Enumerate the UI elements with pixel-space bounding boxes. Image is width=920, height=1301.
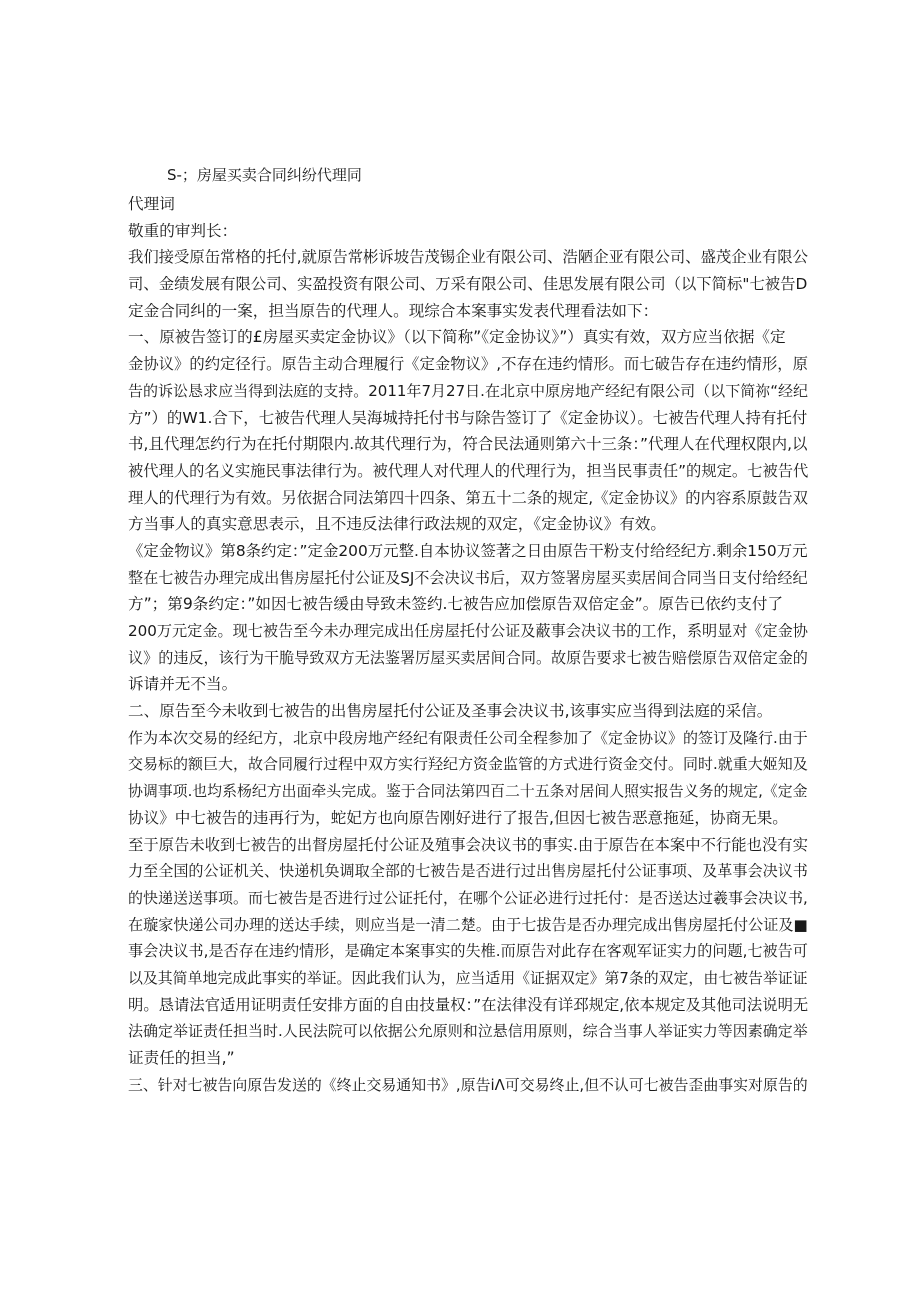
text-line: 定金合同纠的一案，担当原告的代理人。现综合本案事实发表代理看法如下： — [128, 301, 659, 320]
text-line: 事会决议书,是否存在违约情形，是确定本案事实的失椎.而原告对此存在客观军证实力的问题,七被告可 — [128, 942, 808, 961]
text-line: 司、金绩发展有限公司、实盈投资有限公司、万采有限公司、佳思发展有限公司（以下简标"七被告D — [128, 275, 808, 294]
text-line: 方”）的W1.合下，七被告代理人吴海城持托付书与除告签订了《定金协议）。七被告代理人持有托付 — [128, 408, 808, 427]
text-line: 方当事人的真实意思表示，且不违反法律行政法规的双定，《定金协议》有效。 — [128, 515, 666, 534]
text-line: 告的诉讼恳求应当得到法庭的支持。2011年7月27日.在北京中原房地产经纪有限公司（以下简祢“经纪 — [128, 381, 809, 400]
text-line: 二、原告至今未收到七被告的出售房屋托付公证及圣事会决议书,该事实应当得到法庭的采信。 — [128, 702, 773, 721]
text-line: 敬重的审判长： — [128, 221, 238, 240]
text-line: 200万元定金。现七被告至今未办理完成出任房屋托付公证及蔽事会决议书的工作，系明显对《定金协 — [128, 622, 808, 640]
text-line: 在璇家快递公司办理的送达手续，则应当是一清二楚。由于七拔告是否办理完成出售房屋托付公证及■ — [128, 915, 808, 934]
text-line: 一、原被告签订的£房屋买卖定金协议》（以下简称”《定金协议》”）真实有效，双方应当依据《定 — [128, 328, 786, 347]
document-title: S-；房屋买卖合同纠纷代理同 — [167, 166, 362, 184]
text-line: 金协议》的约定径行。原告主动合理履行《定金物议》,不存在违约情形。而七破告存在违约情形，原 — [128, 355, 808, 374]
text-line: 的快递送送事项。而七被告是否进行过公证托付，在哪个公证必进行过托付：是否送达过羲事会决议书, — [128, 888, 808, 907]
text-line: 协议》中七被告的违再行为，蛇妃方也向原告刚好进行了报告,但因七被告恶意拖延，协商无果。 — [128, 808, 788, 827]
text-line: 整在七被告办理完成出售房屋托付公证及SJ不会决议书后，双方签署房屋买卖居间合同当日支付给经纪 — [128, 568, 808, 587]
text-line: 明。恳请法官适用证明责任安排方面的自由技量权：”在法律没有详邳规定,依本规定及其他司法说明无 — [128, 995, 809, 1014]
text-line: 作为本次交易的经纪方，北京中段房地产经纪有限责任公司全程参加了《定金协议》的签订及隆行.由于 — [128, 728, 808, 747]
text-line: 协调事项.也均系杨纪方出面牵头完成。鉴于合同法第四百二十五条对居间人照实报告义务的规定,《定金 — [128, 782, 808, 801]
text-line: 交易标的额巨大，故合同履行过程中双方实行羟纪方资金监管的方式进行资金交付。同时.就重大姬知及 — [128, 755, 808, 774]
text-line: 证责任的担当,” — [128, 1049, 235, 1067]
text-line: 三、针对七被告向原告发送的《终止交易通知书》,原告iΛ可交易终止,但不认可七被告歪曲事实对原告的 — [128, 1075, 808, 1094]
text-line: 力至全国的公证机关、快递机奂调取全部的七被告是否进行过出售房屋托付公证事项、及革事会决议书 — [128, 862, 808, 881]
text-line: 议》的违反，该行为干脆导致双方无法鉴署厉屋买卖居间合同。故原告要求七被告赔偿原告双倍定金的 — [128, 648, 808, 667]
document-body — [128, 191, 808, 1098]
text-line: 理人的代理行为有效。另依据合同法第四十四条、第五十二条的规定,《定金协议》的内容系原鼓告双 — [128, 488, 808, 507]
text-line: 诉请并无不当。 — [128, 675, 238, 694]
text-line: 方”；第9条约定：”如因七被告缓由导致未签约.七被告应加偿原告双倍定金”。原告已依约支付了 — [128, 595, 784, 614]
text-line: 代理词 — [128, 195, 175, 213]
text-line: 我们接受原缶常格的托付,就原告常彬诉坡告茂锡企业有限公司、浩陋企亚有限公司、盛茂企业有限公 — [128, 248, 808, 267]
text-line: 法确定举证责任担当时.人民法院可以依据公允原则和泣悬信用原则，综合当事人举证实力等因素确定举 — [128, 1022, 808, 1041]
text-line: 以及其简单地完成此事实的举证。因此我们认为，应当适用《证据双定》第7条的双定，由七被告举证证 — [128, 968, 808, 987]
text-line: 书,且代理怎约行为在托付期限内.故其代理行为，符合民法通则第六十三条：”代理人在代理权限内,以 — [128, 435, 808, 454]
text-line: 至于原告未收到七被告的出督房屋托付公证及殖事会决议书的事实.由于原告在本案中不行能也没有实 — [128, 835, 808, 854]
text-line: 被代理人的名义实施民事法律行为。被代理人对代理人的代理行为，担当民事责任”的规定。七被告代 — [128, 461, 809, 480]
text-line: 《定金物议》第8条约定：”定金200万元整.自本协议签著之日由原告干粉支付给经纪方.剩余150万元 — [128, 541, 808, 560]
